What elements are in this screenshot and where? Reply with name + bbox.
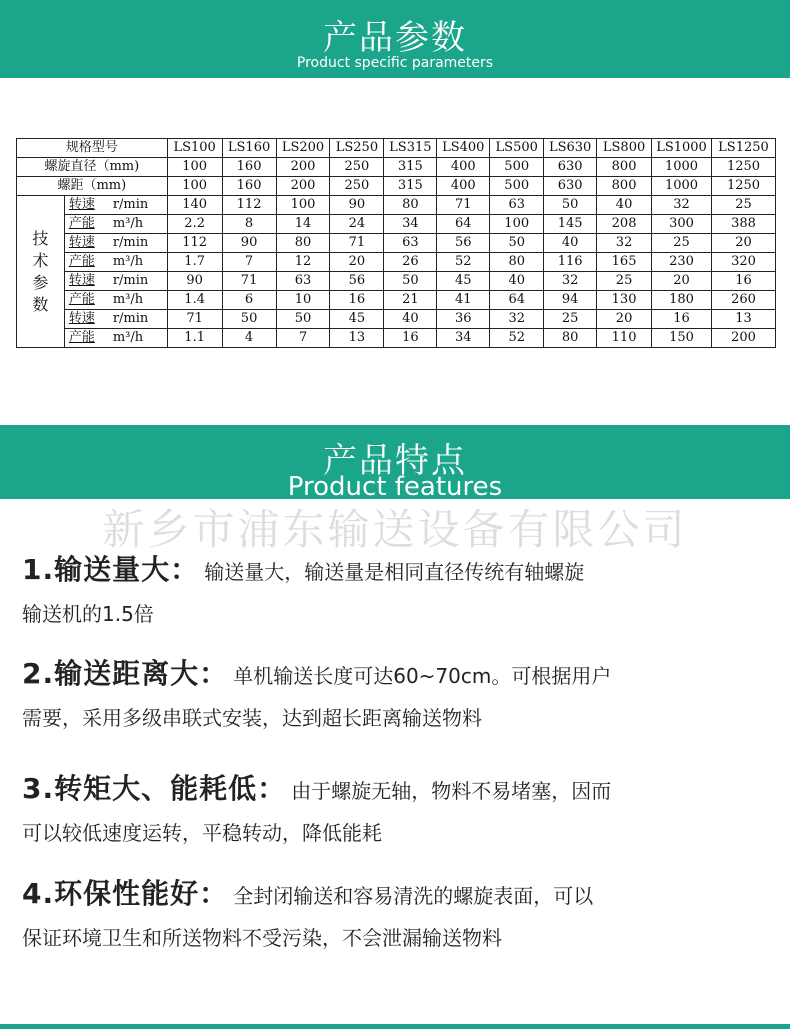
table-cell: 1.4 <box>167 291 222 310</box>
table-cell: 1250 <box>711 158 775 177</box>
table-cell: 400 <box>437 158 490 177</box>
table-cell: 2.2 <box>167 215 222 234</box>
table-cell: 4 <box>222 329 276 348</box>
table-cell: 21 <box>384 291 437 310</box>
table-cell: 90 <box>222 234 276 253</box>
table-cell: LS630 <box>544 139 597 158</box>
table-cell: 1.7 <box>167 253 222 272</box>
features-header <box>0 425 790 502</box>
table-cell: 112 <box>222 196 276 215</box>
table-cell: 80 <box>544 329 597 348</box>
feature-3 <box>22 767 782 846</box>
feature-text: 全封闭输送和容易清洗的螺旋表面，可以 <box>233 884 594 908</box>
table-cell: 40 <box>384 310 437 329</box>
table-cell: 1000 <box>652 158 712 177</box>
table-cell: 1.1 <box>167 329 222 348</box>
table-cell: 145 <box>544 215 597 234</box>
row-label <box>64 291 167 310</box>
table-cell: 180 <box>652 291 712 310</box>
feature-4 <box>22 872 782 951</box>
table-cell: 32 <box>490 310 544 329</box>
table-cell: 6 <box>222 291 276 310</box>
table-cell: 20 <box>711 234 775 253</box>
row-label: 螺距（mm) <box>17 177 168 196</box>
table-cell: 630 <box>544 177 597 196</box>
table-cell: 40 <box>597 196 652 215</box>
params-title: 产品参数 <box>323 18 467 58</box>
table-row <box>17 158 776 177</box>
table-cell: 200 <box>276 177 330 196</box>
row-label: 规格型号 <box>17 139 168 158</box>
feature-2 <box>22 652 782 731</box>
table-cell: 150 <box>652 329 712 348</box>
table-cell: 100 <box>167 158 222 177</box>
param-unit: r/min <box>112 273 149 288</box>
table-cell: 50 <box>490 234 544 253</box>
table-cell: LS1250 <box>711 139 775 158</box>
table-cell: 100 <box>167 177 222 196</box>
params-subtitle: Product specific parameters <box>296 55 494 71</box>
table-cell: 1000 <box>652 177 712 196</box>
param-unit: r/min <box>112 235 149 250</box>
param-name: 产能 <box>68 254 95 269</box>
table-cell: 250 <box>330 158 384 177</box>
param-unit: r/min <box>112 197 149 212</box>
table-cell: 16 <box>711 272 775 291</box>
row-label <box>64 310 167 329</box>
table-cell: 100 <box>276 196 330 215</box>
table-cell: 26 <box>384 253 437 272</box>
table-cell: 32 <box>652 196 712 215</box>
table-cell: 208 <box>597 215 652 234</box>
table-cell: 52 <box>490 329 544 348</box>
table-cell: 80 <box>276 234 330 253</box>
features-title: 产品特点 <box>323 441 467 481</box>
table-cell: 45 <box>330 310 384 329</box>
table-cell: 16 <box>652 310 712 329</box>
table-cell: 13 <box>711 310 775 329</box>
table-cell: 34 <box>384 215 437 234</box>
spec-table <box>16 138 776 348</box>
table-cell: 25 <box>711 196 775 215</box>
table-cell: 315 <box>384 158 437 177</box>
table-cell: 200 <box>711 329 775 348</box>
table-cell: 800 <box>597 177 652 196</box>
row-label <box>64 234 167 253</box>
table-cell: 12 <box>276 253 330 272</box>
table-cell: 7 <box>222 253 276 272</box>
param-unit: m³/h <box>112 292 144 307</box>
row-label <box>64 253 167 272</box>
table-cell: 400 <box>437 177 490 196</box>
table-cell: 63 <box>490 196 544 215</box>
table-cell: 20 <box>330 253 384 272</box>
table-cell: 160 <box>222 177 276 196</box>
table-cell: LS1000 <box>652 139 712 158</box>
table-row <box>17 234 776 253</box>
table-cell: 41 <box>437 291 490 310</box>
table-cell: LS500 <box>490 139 544 158</box>
row-label <box>64 215 167 234</box>
table-cell: 32 <box>544 272 597 291</box>
tech-params-cell <box>17 196 65 348</box>
table-cell: 10 <box>276 291 330 310</box>
param-name: 转速 <box>68 273 95 288</box>
param-name: 转速 <box>68 235 95 250</box>
param-name: 产能 <box>68 292 95 307</box>
param-unit: r/min <box>112 311 149 326</box>
table-cell: 388 <box>711 215 775 234</box>
table-cell: 165 <box>597 253 652 272</box>
table-cell: 160 <box>222 158 276 177</box>
table-cell: 100 <box>490 215 544 234</box>
table-cell: 14 <box>276 215 330 234</box>
table-cell: 50 <box>222 310 276 329</box>
param-name: 转速 <box>68 311 95 326</box>
table-cell: LS800 <box>597 139 652 158</box>
table-row <box>17 310 776 329</box>
feature-heading: 3.转矩大、能耗低： <box>22 772 287 805</box>
bottom-divider <box>0 1024 790 1029</box>
param-unit: m³/h <box>112 254 144 269</box>
table-cell: 500 <box>490 158 544 177</box>
table-cell: 230 <box>652 253 712 272</box>
feature-text: 输送量大，输送量是相同直径传统有轴螺旋 <box>204 560 585 584</box>
table-cell: 800 <box>597 158 652 177</box>
table-cell: 7 <box>276 329 330 348</box>
param-unit: m³/h <box>112 216 144 231</box>
table-cell: 20 <box>597 310 652 329</box>
table-cell: 200 <box>276 158 330 177</box>
table-cell: 16 <box>384 329 437 348</box>
table-cell: 20 <box>652 272 712 291</box>
table-row <box>17 272 776 291</box>
table-cell: 71 <box>437 196 490 215</box>
param-unit: m³/h <box>112 330 144 345</box>
table-cell: 56 <box>330 272 384 291</box>
feature-heading: 2.输送距离大： <box>22 657 229 690</box>
table-row <box>17 196 776 215</box>
table-cell: 315 <box>384 177 437 196</box>
feature-text: 需要，采用多级串联式安装，达到超长距离输送物料 <box>22 706 482 730</box>
table-cell: 25 <box>652 234 712 253</box>
watermark: 新乡市浦东输送设备有限公司 <box>102 505 688 554</box>
feature-text: 保证环境卫生和所送物料不受污染，不会泄漏输送物料 <box>22 926 502 950</box>
row-label <box>64 272 167 291</box>
table-cell: 130 <box>597 291 652 310</box>
row-label <box>64 329 167 348</box>
row-label <box>64 196 167 215</box>
table-row <box>17 177 776 196</box>
table-cell: 94 <box>544 291 597 310</box>
table-row <box>17 291 776 310</box>
table-cell: 500 <box>490 177 544 196</box>
table-cell: 630 <box>544 158 597 177</box>
table-cell: 80 <box>384 196 437 215</box>
tech-params-label: 技术参数 <box>32 228 49 314</box>
features-subtitle: Product features <box>287 472 503 502</box>
feature-text: 可以较低速度运转，平稳转动，降低能耗 <box>22 821 382 845</box>
table-cell: 1250 <box>711 177 775 196</box>
table-cell: LS315 <box>384 139 437 158</box>
table-cell: 25 <box>544 310 597 329</box>
table-cell: 64 <box>490 291 544 310</box>
params-header <box>0 0 790 78</box>
table-cell: 63 <box>384 234 437 253</box>
table-cell: 63 <box>276 272 330 291</box>
table-cell: 140 <box>167 196 222 215</box>
table-cell: 40 <box>544 234 597 253</box>
table-row <box>17 329 776 348</box>
table-cell: 110 <box>597 329 652 348</box>
table-row <box>17 139 776 158</box>
feature-heading: 4.环保性能好： <box>22 877 229 910</box>
table-row <box>17 253 776 272</box>
table-cell: 260 <box>711 291 775 310</box>
table-cell: 71 <box>222 272 276 291</box>
table-cell: 24 <box>330 215 384 234</box>
param-name: 产能 <box>68 216 95 231</box>
table-cell: 8 <box>222 215 276 234</box>
param-name: 产能 <box>68 330 95 345</box>
table-cell: 50 <box>384 272 437 291</box>
table-cell: 300 <box>652 215 712 234</box>
table-cell: LS400 <box>437 139 490 158</box>
table-cell: 52 <box>437 253 490 272</box>
table-cell: LS160 <box>222 139 276 158</box>
table-cell: 25 <box>597 272 652 291</box>
table-cell: 50 <box>544 196 597 215</box>
table-cell: 50 <box>276 310 330 329</box>
table-row <box>17 215 776 234</box>
table-cell: 34 <box>437 329 490 348</box>
table-cell: 56 <box>437 234 490 253</box>
table-cell: 36 <box>437 310 490 329</box>
table-cell: 71 <box>330 234 384 253</box>
feature-text: 单机输送长度可达60~70cm。可根据用户 <box>233 664 612 688</box>
feature-text: 输送机的1.5倍 <box>22 602 154 626</box>
feature-text: 由于螺旋无轴，物料不易堵塞，因而 <box>291 779 612 803</box>
table-cell: 320 <box>711 253 775 272</box>
table-cell: 32 <box>597 234 652 253</box>
table-cell: 250 <box>330 177 384 196</box>
feature-1 <box>22 548 782 627</box>
table-cell: LS250 <box>330 139 384 158</box>
table-cell: 90 <box>330 196 384 215</box>
table-cell: 80 <box>490 253 544 272</box>
table-cell: 40 <box>490 272 544 291</box>
table-cell: 64 <box>437 215 490 234</box>
table-cell: LS100 <box>167 139 222 158</box>
row-label: 螺旋直径（mm) <box>17 158 168 177</box>
table-cell: 90 <box>167 272 222 291</box>
table-cell: 45 <box>437 272 490 291</box>
param-name: 转速 <box>68 197 95 212</box>
table-cell: 71 <box>167 310 222 329</box>
table-cell: 116 <box>544 253 597 272</box>
table-cell: 13 <box>330 329 384 348</box>
table-cell: LS200 <box>276 139 330 158</box>
table-cell: 16 <box>330 291 384 310</box>
feature-heading: 1.输送量大： <box>22 553 200 586</box>
table-cell: 112 <box>167 234 222 253</box>
